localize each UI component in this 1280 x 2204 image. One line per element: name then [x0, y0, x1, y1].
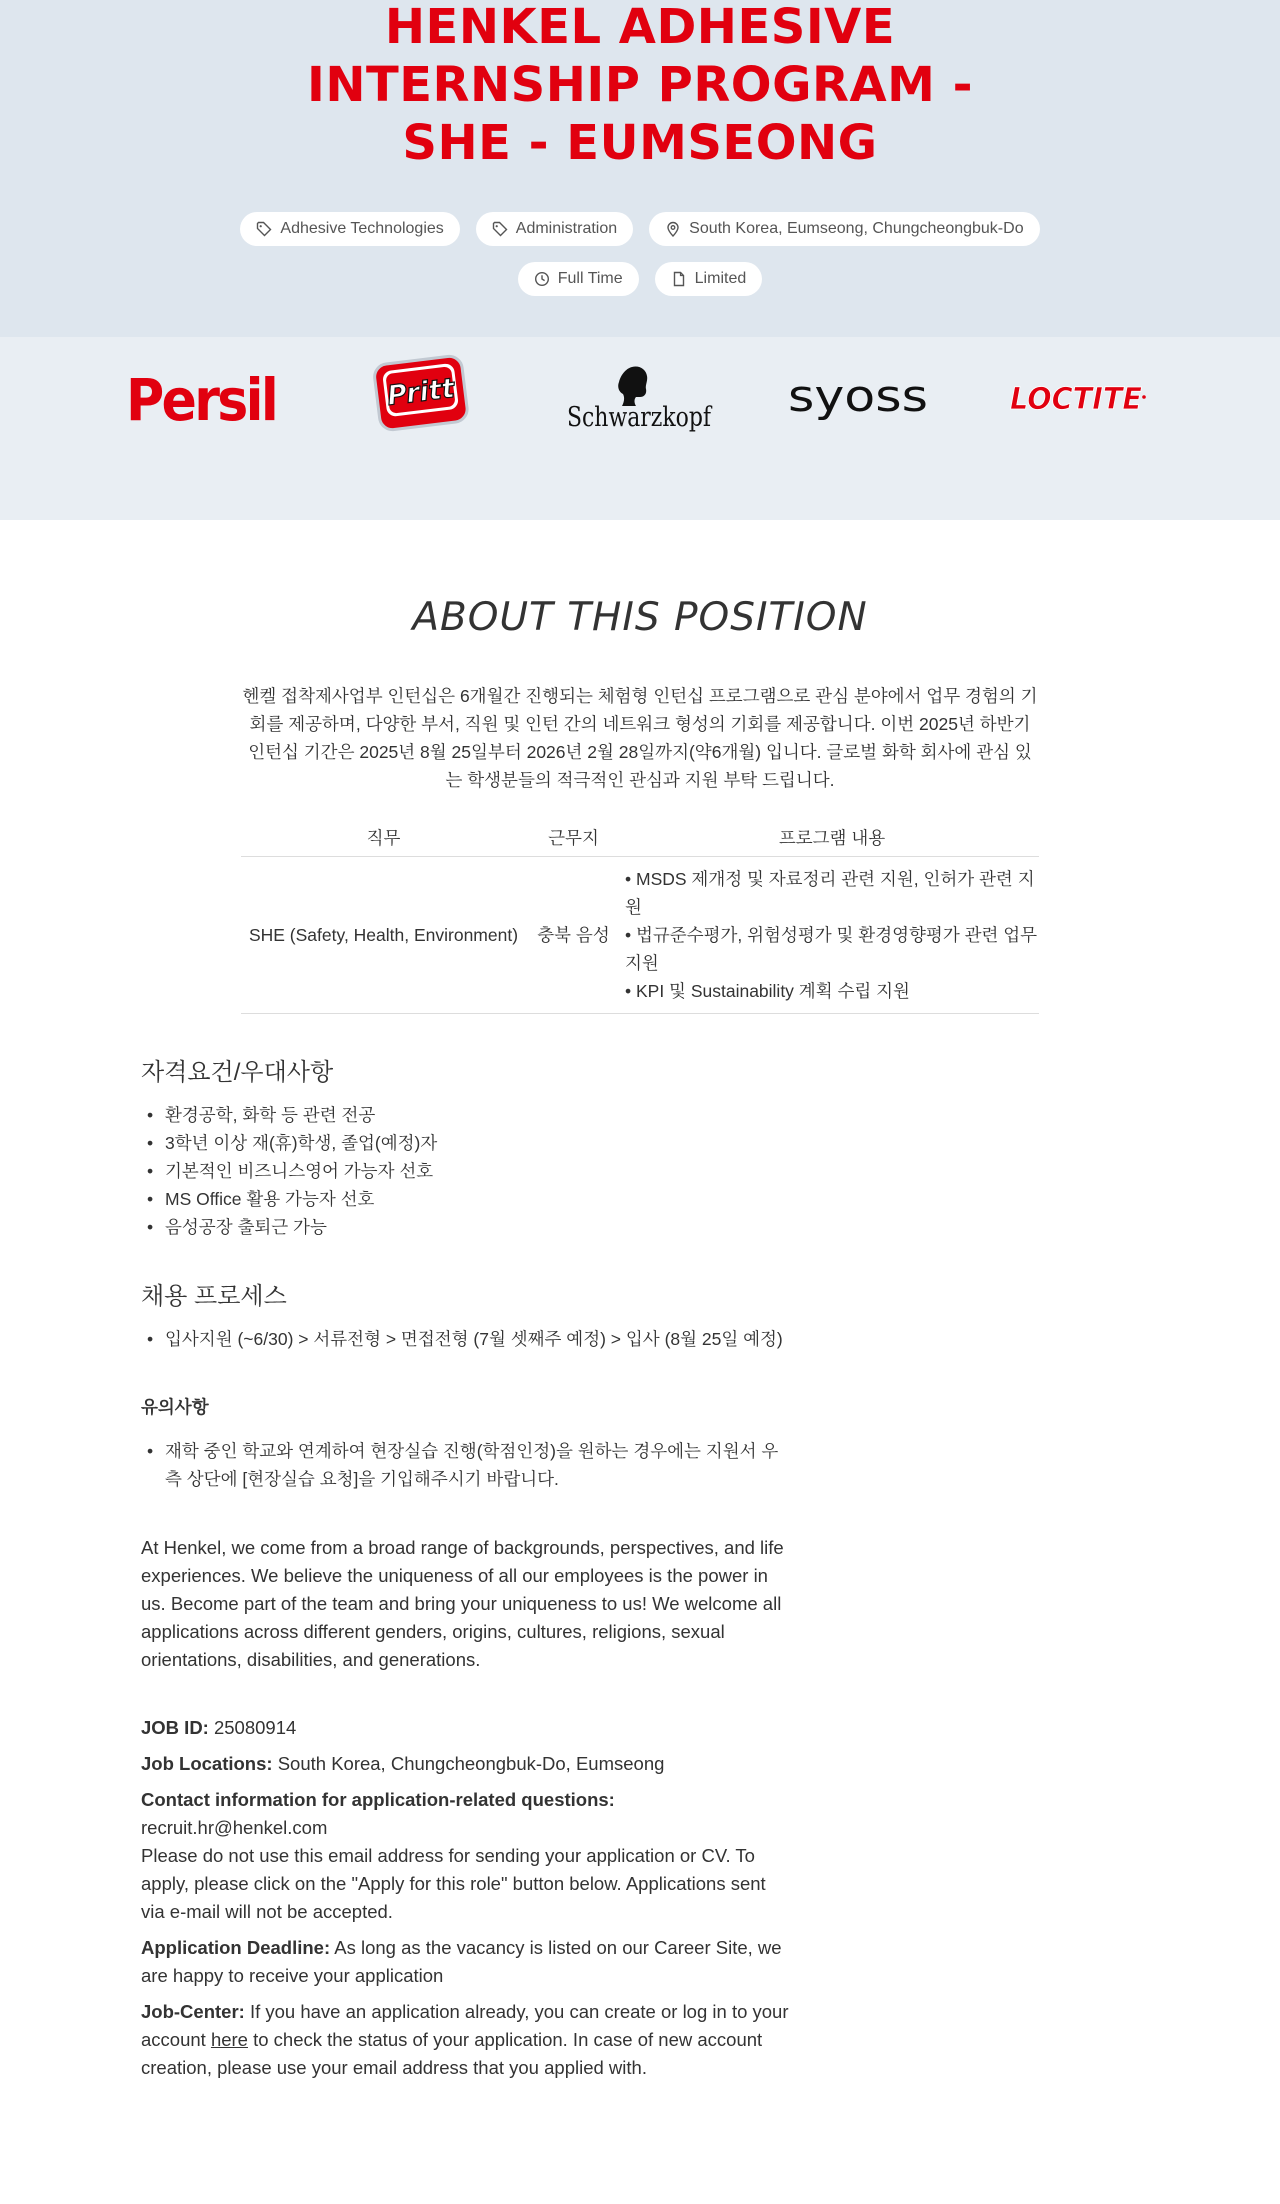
- column-header-location: 근무지: [526, 818, 621, 857]
- job-header: [0, 0, 1280, 337]
- tag-icon: [492, 221, 508, 237]
- column-header-program: 프로그램 내용: [621, 818, 1039, 857]
- cell-role: SHE (Safety, Health, Environment): [241, 857, 526, 1014]
- persil-wordmark: Persil: [126, 366, 276, 434]
- job-center-text: If you have an application already, you can create or log in to your account: [141, 2001, 789, 2050]
- section-title-about: ABOUT THIS POSITION: [412, 595, 868, 640]
- diversity-statement: At Henkel, we come from a broad range of backgrounds, perspectives, and life experiences. We believe the uniqueness of all our employees is the power in us. Become part of the team and bring your uniqueness to us! We welcome all applications across different genders, origins, cultures, religions, sexual orientations, disabilities, and generations.: [141, 1537, 784, 1670]
- tag-chip-category[interactable]: [240, 212, 459, 246]
- job-locations-line: [141, 1750, 791, 1778]
- job-id-label: JOB ID:: [141, 1717, 209, 1738]
- table-row: [241, 857, 1039, 1014]
- pritt-logo: [370, 351, 472, 442]
- contact-label: Contact information for application-related questions:: [141, 1789, 615, 1810]
- list-item: • 3학년 이상 재(휴)학생, 졸업(예정)자: [141, 1129, 437, 1157]
- clock-icon: [534, 271, 550, 287]
- deadline-line: [141, 1934, 791, 1990]
- program-table: [241, 818, 1039, 1014]
- job-center-text-2: to check the status of your application. In case of new account creation, please use your email address that you applied with.: [141, 2029, 763, 2078]
- program-item: • MSDS 제개정 및 자료정리 관련 지원, 인허가 관련 지원: [625, 869, 1035, 917]
- tag-chip-contract[interactable]: [655, 262, 763, 296]
- deadline-value: As long as the vacancy is listed on our Career Site, we are happy to receive your application: [141, 1937, 782, 1986]
- location-pin-icon: [665, 221, 681, 237]
- tag-row: [0, 212, 1280, 246]
- tag-chip-employment-type[interactable]: [518, 262, 639, 296]
- account-here-link[interactable]: here: [210, 2029, 248, 2050]
- persil-logo: [124, 365, 280, 440]
- contact-block: [141, 1786, 791, 1926]
- list-item: • 기본적인 비즈니스영어 가능자 선호: [141, 1157, 437, 1185]
- tag-label: South Korea, Eumseong, Chungcheongbuk-Do: [689, 220, 1024, 237]
- job-center-line: [141, 1998, 791, 2082]
- tag-icon: [256, 221, 272, 237]
- tag-label: Full Time: [557, 270, 623, 287]
- list-item: • 입사지원 (~6/30) > 서류전형 > 면접전형 (7월 셋째주 예정) > 입사 (8월 25일 예정): [141, 1325, 783, 1353]
- loctite-logo: [1008, 373, 1148, 428]
- intro-paragraph: 헨켈 접착제사업부 인턴십은 6개월간 진행되는 체험형 인턴십 프로그램으로 관심 분야에서 업무 경험의 기회를 제공하며, 다양한 부서, 직원 및 인턴 간의 네트워크 형성의 기회를 제공합니다. 이번 2025년 하반기 인턴십 기간은 2025년 8월 25일부터 2026년 2월 28일까지(약6개월) 입니다. 글로벌 화학 회사에 관심 있는 학생분들의 적극적인 관심과 지원 부탁 드립니다.: [242, 686, 1038, 790]
- column-header-role: 직무: [241, 818, 526, 857]
- contact-email[interactable]: recruit.hr@henkel.com: [141, 1817, 328, 1838]
- schwarzkopf-logo: [566, 363, 712, 438]
- process-list: [141, 1325, 783, 1353]
- contact-note: Please do not use this email address for sending your application or CV. To apply, please click on the "Apply for this role" button below. Applications sent via e-mail will not be accepted.: [141, 1845, 766, 1922]
- document-icon: [671, 271, 687, 287]
- tag-row: [0, 262, 1280, 296]
- list-item: • 환경공학, 화학 등 관련 전공: [141, 1101, 437, 1129]
- job-title-line: INTERNSHIP PROGRAM -: [306, 57, 974, 113]
- schwarzkopf-wordmark: Schwarzkopf: [567, 402, 713, 433]
- cell-location: 충북 음성: [526, 857, 621, 1014]
- section-title-notes: 유의사항: [141, 1397, 209, 1417]
- tag-chip-function[interactable]: [476, 212, 633, 246]
- brand-logo-band: [0, 337, 1280, 520]
- tag-label: Limited: [694, 270, 747, 287]
- job-title-line: HENKEL ADHESIVE: [384, 0, 896, 55]
- tag-chip-location[interactable]: [649, 212, 1039, 246]
- job-id-value: 25080914: [213, 1717, 297, 1738]
- loctite-wordmark: LOCTITE: [1010, 382, 1143, 417]
- job-title: [0, 0, 1280, 172]
- list-item: • 재학 중인 학교와 연계하여 현장실습 진행(학점인정)을 원하는 경우에는 지원서 우측 상단에 [현장실습 요청]을 기입해주시기 바랍니다.: [141, 1437, 791, 1493]
- pritt-wordmark: Pritt: [385, 373, 457, 412]
- job-id-line: [141, 1714, 791, 1742]
- job-locations-value: South Korea, Chungcheongbuk-Do, Eumseong: [277, 1753, 665, 1774]
- section-title-qualifications: 자격요건/우대사항: [141, 1059, 334, 1086]
- job-title-line: SHE - EUMSEONG: [402, 115, 878, 171]
- list-item: • MS Office 활용 가능자 선호: [141, 1185, 437, 1213]
- table-header-row: [241, 818, 1039, 857]
- deadline-label: Application Deadline:: [141, 1937, 331, 1958]
- program-item: • KPI 및 Sustainability 계획 수립 지원: [625, 981, 910, 1001]
- program-item: • 법규준수평가, 위험성평가 및 환경영향평가 관련 업무지원: [625, 925, 1038, 973]
- tag-label: Adhesive Technologies: [280, 220, 444, 237]
- job-center-label: Job-Center:: [141, 2001, 245, 2022]
- section-title-process: 채용 프로세스: [141, 1283, 287, 1310]
- tag-label: Administration: [515, 220, 618, 237]
- syoss-wordmark: syoss: [788, 371, 928, 422]
- schwarzkopf-head-silhouette: [618, 366, 647, 406]
- notes-list: [141, 1437, 791, 1493]
- list-item: • 음성공장 출퇴근 가능: [141, 1213, 437, 1241]
- cell-program-items: [621, 857, 1039, 1014]
- syoss-logo: [786, 367, 930, 432]
- job-locations-label: Job Locations:: [141, 1753, 273, 1774]
- qualifications-list: [141, 1101, 437, 1241]
